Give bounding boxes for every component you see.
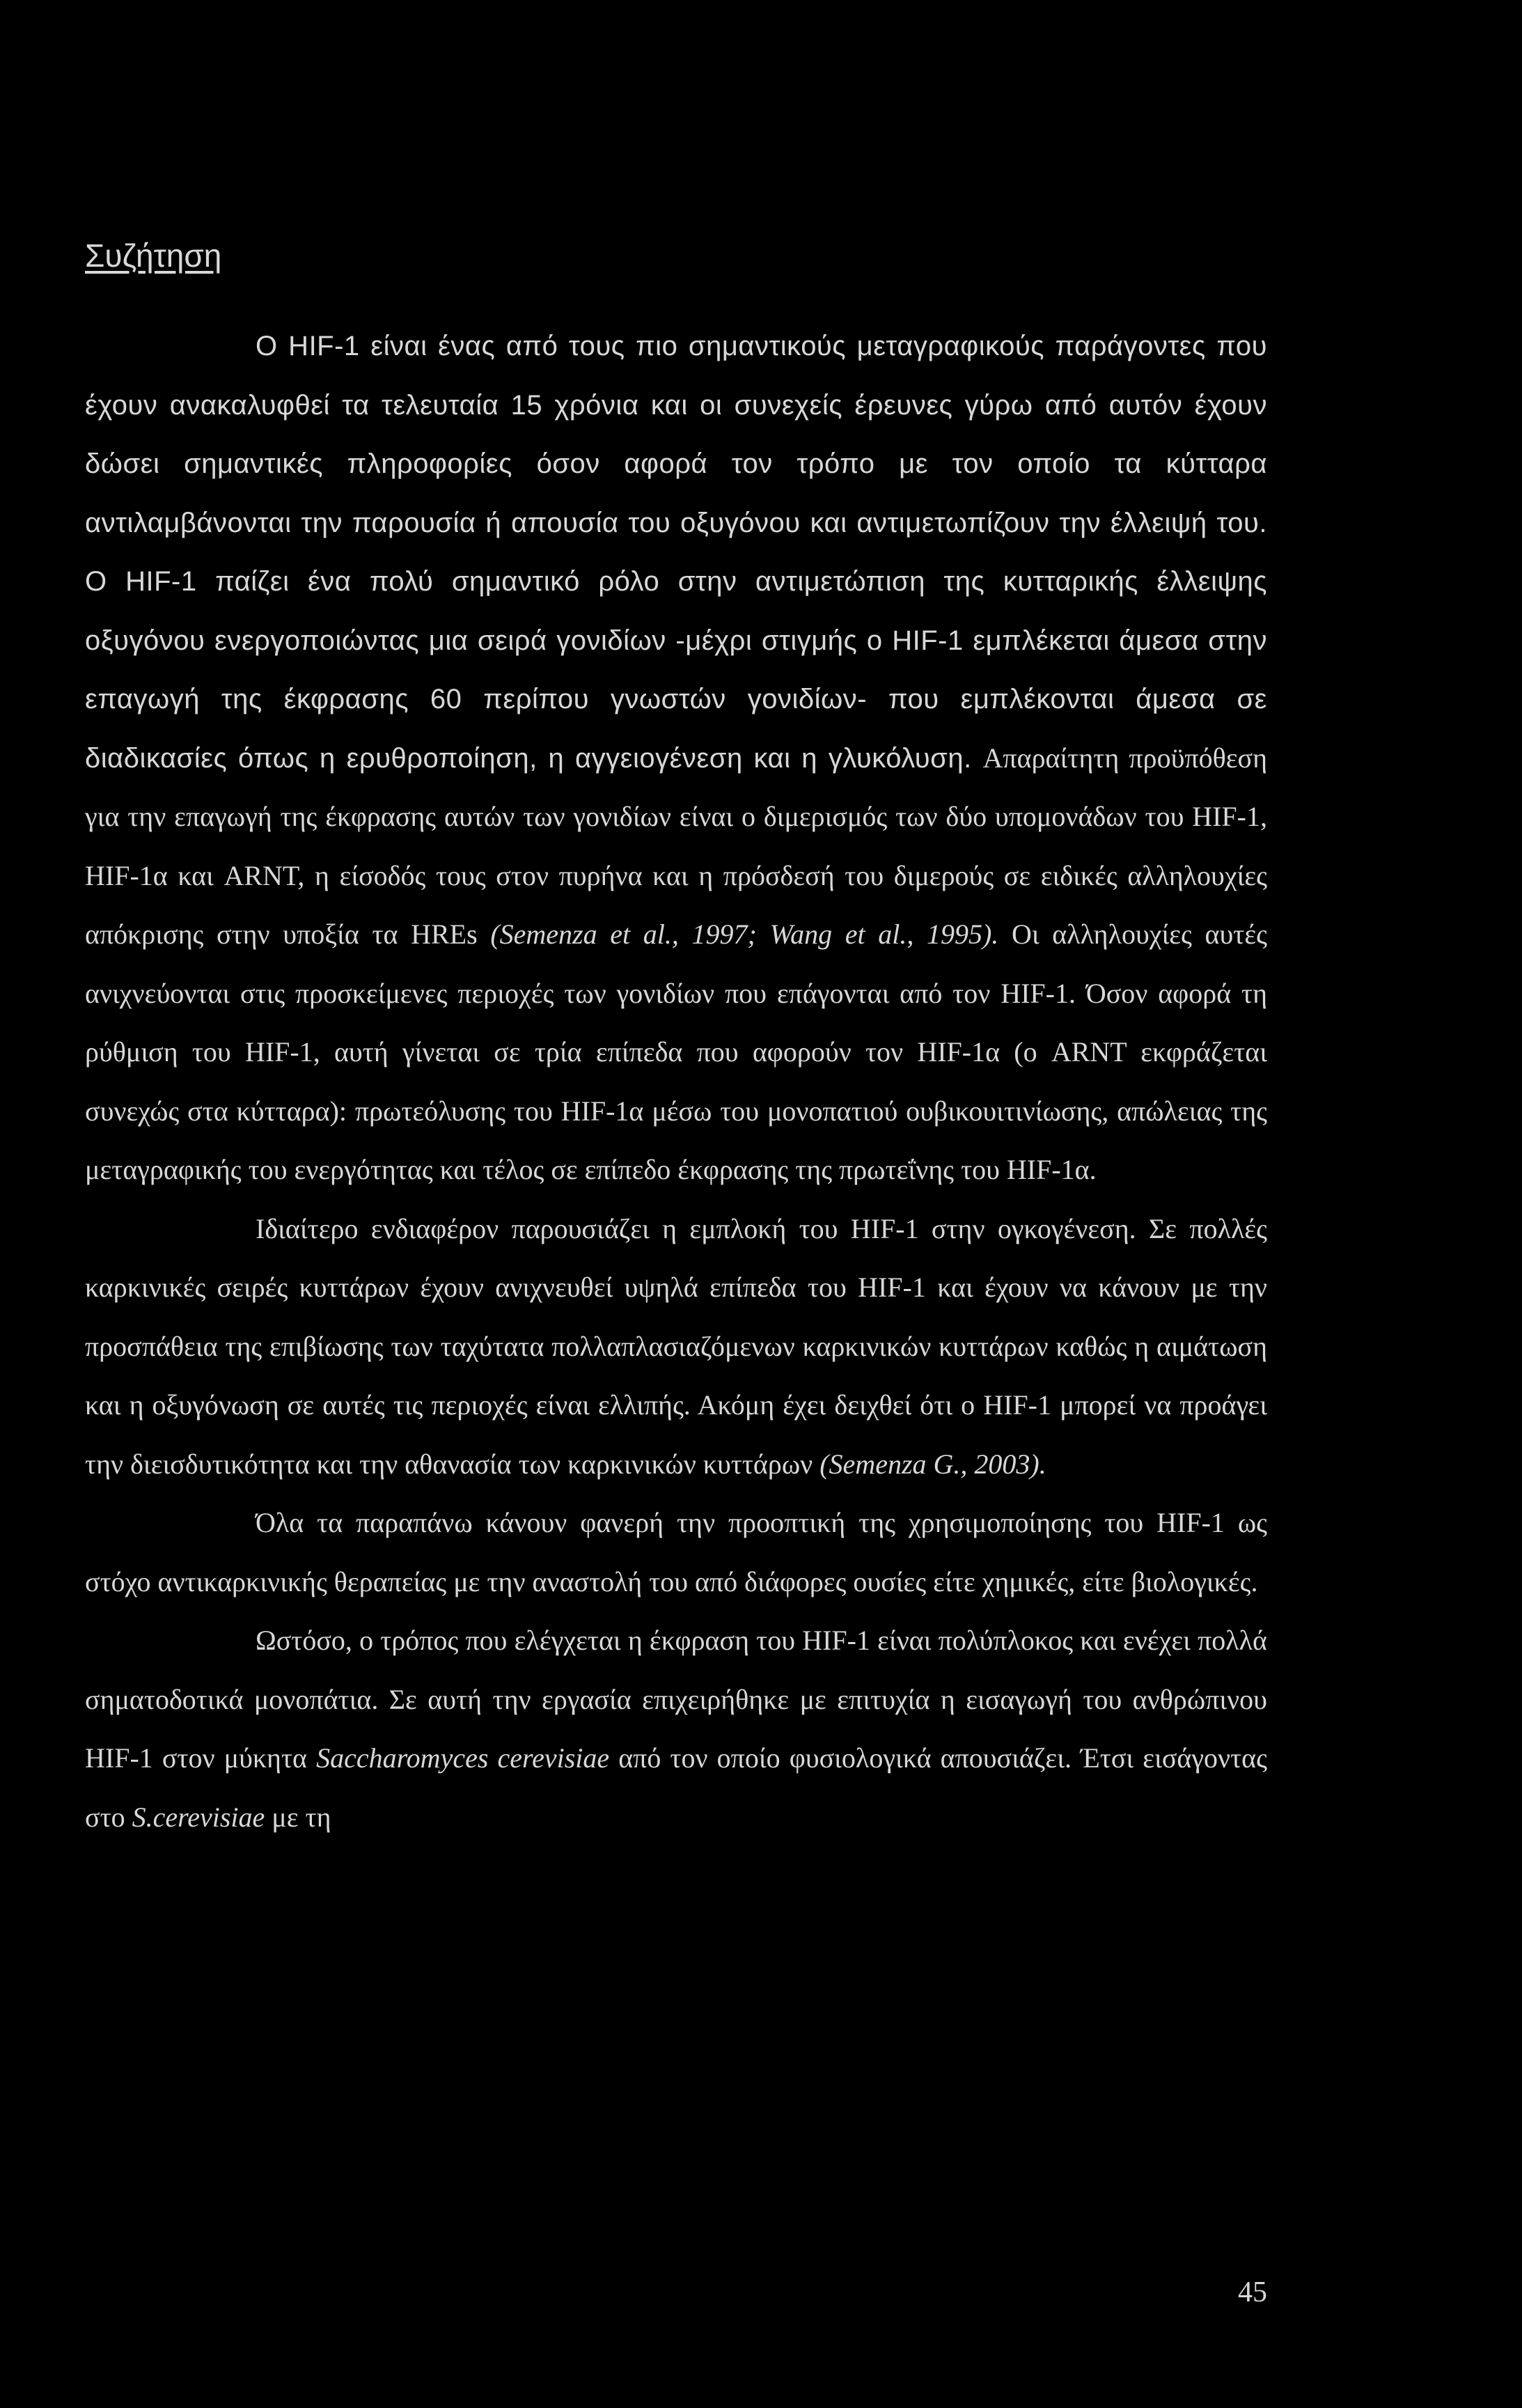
paragraph-oncogenesis bbox=[85, 1200, 1267, 1494]
text-segment: Απαραίτητη προϋπόθεση για την επαγωγή της έκφρασης αυτών των γονιδίων είναι ο διμερισμός των δύο υπομονάδων του HIF-1, HIF-1α και ARNT, η είσοδός τους στον πυρήνα και η πρόσδεσή του διμερούς σε ειδικές αλληλουχίες απόκρισης στην υποξία τα HREs bbox=[85, 742, 1268, 950]
species-name: Saccharomyces cerevisiae bbox=[316, 1742, 610, 1774]
text-segment: Οι αλληλουχίες αυτές ανιχνεύονται στις προσκείμενες περιοχές των γονιδίων που επάγονται από τον HIF-1. Όσον αφορά τη ρύθμιση του HIF-1, αυτή γίνεται σε τρία επίπεδα που αφορούν τον HIF-1α (ο ARNT εκφράζεται συνεχώς στα κύτταρα): πρωτεόλυσης του HIF-1α μέσω του μονοπατιού ουβικουιτινίωσης, απώλειας της μεταγραφικής του ενεργότητας και τέλος σε επίπεδο έκφρασης της πρωτεΐνης του HIF-1α. bbox=[85, 918, 1268, 1185]
paragraph-therapy bbox=[85, 1494, 1267, 1611]
species-name: S.cerevisiae bbox=[132, 1801, 265, 1833]
text-segment: από τον οποίο φυσιολογικά απουσιάζει. Έτσι εισάγοντας στο bbox=[85, 1742, 1267, 1833]
text-segment: Ο HIF-1 παίζει ένα πολύ σημαντικό ρόλο στην αντιμετώπιση της κυτταρικής έλλειψης οξυγόνου ενεργοποιώντας μια σειρά γονιδίων -μέχρι στιγμής ο HIF-1 εμπλέκεται άμεσα στην επαγωγή της έκφρασης 60 περίπου γνωστών γονιδίων- που εμπλέκονται άμεσα σε διαδικασίες όπως η ερυθροποίηση, η αγγειογένεση και η γλυκόλυση. bbox=[85, 566, 1267, 774]
page-number: 45 bbox=[1238, 2276, 1267, 2308]
citation: (Semenza G., 2003). bbox=[819, 1448, 1046, 1480]
text-segment: Όλα τα παραπάνω κάνουν φανερή την προοπτική της χρησιμοποίησης του HIF-1 ως στόχο αντικαρκινικής θεραπείας με την αναστολή του από διάφορες ουσίες είτε χημικές, είτε βιολογικές. bbox=[85, 1507, 1267, 1597]
text-segment: Ωστόσο, ο τρόπος που ελέγχεται η έκφραση του HIF-1 είναι πολύπλοκος και ενέχει πολλά σηματοδοτικά μονοπάτια. Σε αυτή την εργασία επιχειρήθηκε με επιτυχία η εισαγωγή του ανθρώπινου HIF-1 στον μύκητα bbox=[85, 1625, 1267, 1774]
paragraph-hif1-overview bbox=[85, 317, 1267, 1200]
text-segment: Ιδιαίτερο ενδιαφέρον παρουσιάζει η εμπλοκή του HIF-1 στην ογκογένεση. Σε πολλές καρκινικές σειρές κυττάρων έχουν ανιχνευθεί υψηλά επίπεδα του HIF-1 και έχουν να κάνουν με την προσπάθεια της επιβίωσης των ταχύτατα πολλαπλασιαζόμενων καρκινικών κυττάρων καθώς η αιμάτωση και η οξυγόνωση σε αυτές τις περιοχές είναι ελλιπής. Ακόμη έχει δειχθεί ότι ο HIF-1 μπορεί να προάγει την διεισδυτικότητα και την αθανασία των καρκινικών κυττάρων bbox=[85, 1212, 1267, 1480]
citation: (Semenza et al., 1997; Wang et al., 1995). bbox=[490, 918, 999, 950]
paragraph-yeast bbox=[85, 1611, 1267, 1847]
body-text bbox=[85, 317, 1267, 1847]
text-segment: με τη bbox=[265, 1801, 331, 1833]
section-heading: Συζήτηση bbox=[85, 237, 222, 274]
text-segment: Ο HIF-1 είναι ένας από τους πιο σημαντικούς μεταγραφικούς παράγοντες που έχουν ανακαλυφθεί τα τελευταία 15 χρόνια και οι συνεχείς έρευνες γύρω από αυτόν έχουν δώσει σημαντικές πληροφορίες όσον αφορά τον τρόπο με τον οποίο τα κύτταρα αντιλαμβάνονται την παρουσία ή απουσία του οξυγόνου και αντιμετωπίζουν την έλλειψή του. bbox=[85, 331, 1267, 538]
